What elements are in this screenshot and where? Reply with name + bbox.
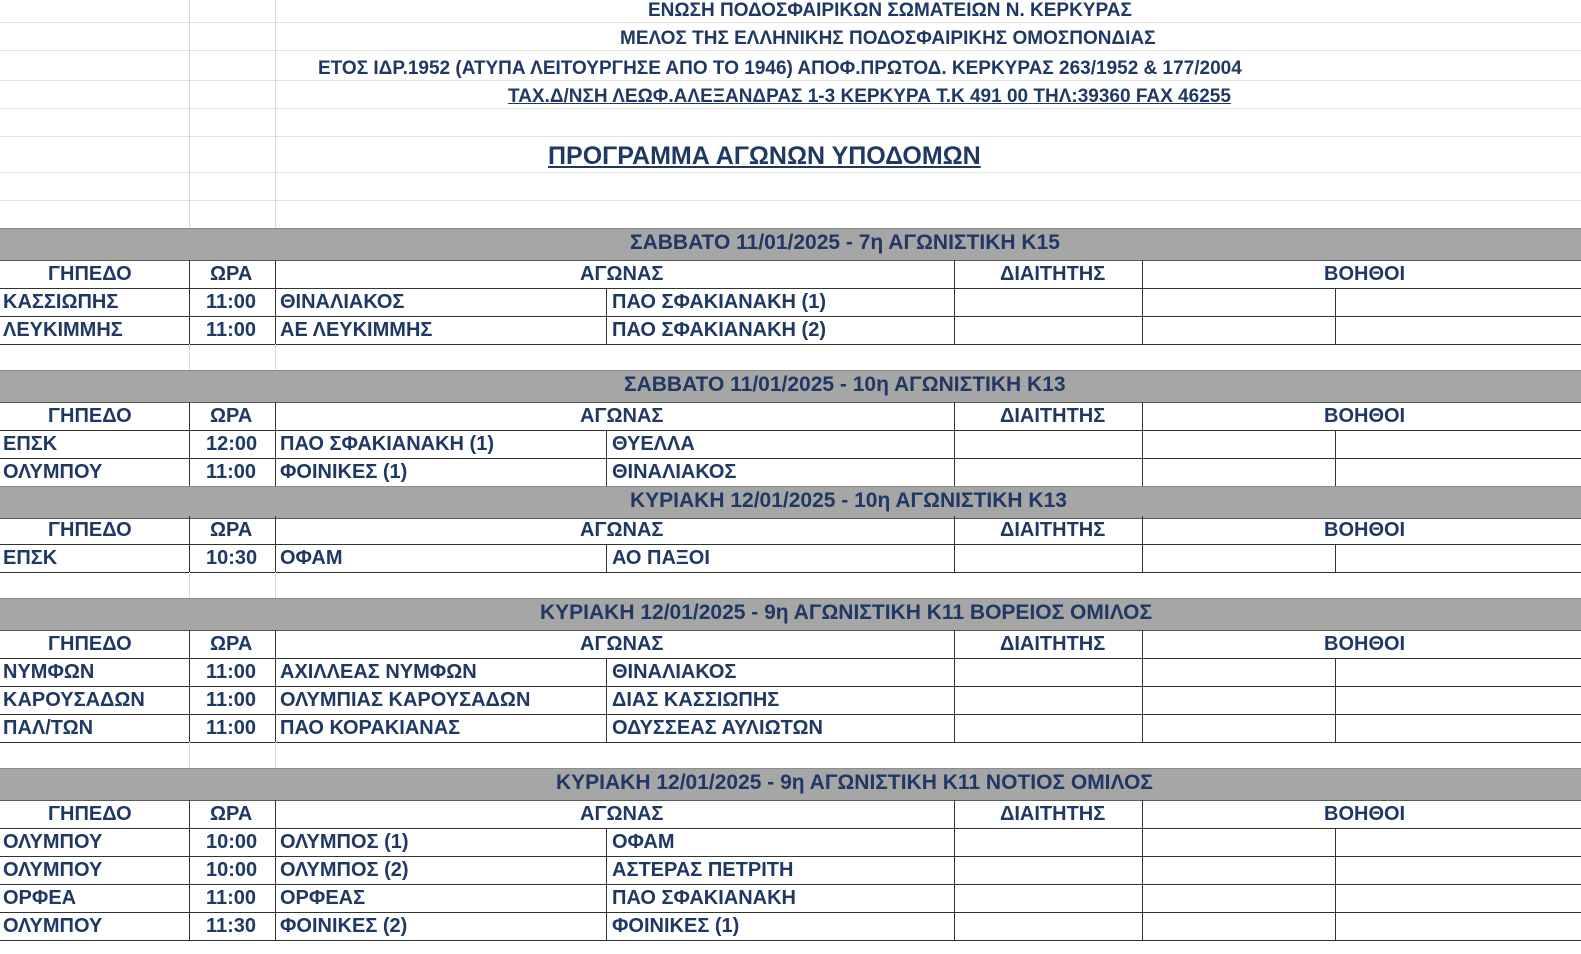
table-border <box>189 800 190 940</box>
table-border <box>189 260 190 344</box>
table-border <box>189 402 190 486</box>
section-title: ΚΥΡΙΑΚΗ 12/01/2025 - 9η ΑΓΩΝΙΣΤΙΚΗ Κ11 ΝΟΤΙΟΣ ΟΜΙΛΟΣ <box>556 771 1153 794</box>
cell-time: 10:30 <box>206 547 258 569</box>
section-title: ΣΑΒΒΑΤΟ 11/01/2025 - 10η ΑΓΩΝΙΣΤΙΚΗ Κ13 <box>624 373 1066 396</box>
cell-away-team: ΠΑΟ ΣΦΑΚΙΑΝΑΚΗ (2) <box>612 319 827 341</box>
table-row <box>0 714 1581 743</box>
column-header-row <box>0 516 1581 545</box>
section-banner <box>0 228 1581 261</box>
cell-away-team: ΘΙΝΑΛΙΑΚΟΣ <box>612 661 737 683</box>
table-row <box>0 658 1581 687</box>
gridline <box>0 50 1581 51</box>
cell-time: 11:30 <box>206 915 257 937</box>
cell-time: 11:00 <box>206 689 257 711</box>
cell-home-team: ΟΛΥΜΠΟΣ (1) <box>280 831 409 853</box>
header-field: ΓΗΠΕΔΟ <box>48 263 132 285</box>
header-assistants: ΒΟΗΘΟΙ <box>1324 633 1406 655</box>
cell-time: 12:00 <box>206 433 258 455</box>
founding-info: ΕΤΟΣ ΙΔΡ.1952 (ΑΤΥΠΑ ΛΕΙΤΟΥΡΓΗΣΕ ΑΠΟ ΤΟ 1946) ΑΠΟΦ.ΠΡΩΤΟΔ. ΚΕΡΚΥΡΑΣ 263/1952 & 177/2004 <box>318 58 1242 79</box>
table-border <box>1142 402 1143 486</box>
header-time: ΩΡΑ <box>210 405 253 427</box>
header-assistants: ΒΟΗΘΟΙ <box>1324 803 1406 825</box>
cell-away-team: ΦΟΙΝΙΚΕΣ (1) <box>612 915 740 937</box>
table-border <box>606 430 607 486</box>
table-row <box>0 884 1581 913</box>
cell-home-team: ΦΟΙΝΙΚΕΣ (2) <box>280 915 408 937</box>
cell-home-team: ΟΡΦΕΑΣ <box>280 887 366 909</box>
cell-away-team: ΟΦΑΜ <box>612 831 675 853</box>
cell-home-team: ΟΛΥΜΠΟΣ (2) <box>280 859 409 881</box>
table-border <box>189 630 190 742</box>
table-border <box>1142 630 1143 742</box>
cell-time: 11:00 <box>206 661 257 683</box>
header-field: ΓΗΠΕΔΟ <box>48 633 132 655</box>
cell-home-team: ΠΑΟ ΚΟΡΑΚΙΑΝΑΣ <box>280 717 461 739</box>
table-border <box>1142 260 1143 344</box>
column-header-row <box>0 630 1581 659</box>
section-banner <box>0 768 1581 801</box>
table-border <box>1335 430 1336 486</box>
table-row <box>0 316 1581 345</box>
cell-field: ΕΠΣΚ <box>3 547 58 569</box>
table-border <box>1335 544 1336 572</box>
header-time: ΩΡΑ <box>210 519 253 541</box>
cell-away-team: ΠΑΟ ΣΦΑΚΙΑΝΑΚΗ <box>612 887 797 909</box>
header-time: ΩΡΑ <box>210 633 253 655</box>
table-border <box>1335 288 1336 344</box>
gridline <box>0 200 1581 201</box>
cell-away-team: ΑΟ ΠΑΞΟΙ <box>612 547 710 569</box>
page-title: ΠΡΟΓΡΑΜΜΑ ΑΓΩΝΩΝ ΥΠΟΔΟΜΩΝ <box>548 142 981 170</box>
table-row <box>0 458 1581 487</box>
table-border <box>275 260 276 344</box>
column-header-row <box>0 260 1581 289</box>
column-header-row <box>0 800 1581 829</box>
table-border <box>1335 828 1336 940</box>
table-border <box>275 402 276 486</box>
cell-field: ΟΡΦΕΑ <box>3 887 77 909</box>
cell-time: 10:00 <box>206 859 258 881</box>
cell-away-team: ΑΣΤΕΡΑΣ ΠΕΤΡΙΤΗ <box>612 859 794 881</box>
gridline <box>275 0 276 228</box>
cell-home-team: ΟΛΥΜΠΙΑΣ ΚΑΡΟΥΣΑΔΩΝ <box>280 689 531 711</box>
header-field: ΓΗΠΕΔΟ <box>48 405 132 427</box>
cell-away-team: ΘΥΕΛΛΑ <box>612 433 695 455</box>
cell-time: 11:00 <box>206 887 257 909</box>
gridline <box>0 108 1581 109</box>
header-referee: ΔΙΑΙΤΗΤΗΣ <box>1000 519 1106 541</box>
cell-time: 11:00 <box>206 291 257 313</box>
header-match: ΑΓΩΝΑΣ <box>580 803 664 825</box>
table-border <box>954 630 955 742</box>
table-border <box>275 800 276 940</box>
header-match: ΑΓΩΝΑΣ <box>580 519 664 541</box>
table-border <box>1335 658 1336 742</box>
table-border <box>606 544 607 572</box>
table-row <box>0 856 1581 885</box>
section-banner <box>0 598 1581 631</box>
header-field: ΓΗΠΕΔΟ <box>48 803 132 825</box>
section-title: ΣΑΒΒΑΤΟ 11/01/2025 - 7η ΑΓΩΝΙΣΤΙΚΗ Κ15 <box>630 231 1060 254</box>
header-assistants: ΒΟΗΘΟΙ <box>1324 263 1406 285</box>
table-border <box>1142 800 1143 940</box>
table-border <box>954 260 955 344</box>
federation-membership: ΜΕΛΟΣ ΤΗΣ ΕΛΛΗΝΙΚΗΣ ΠΟΔΟΣΦΑΙΡΙΚΗΣ ΟΜΟΣΠΟΝΔΙΑΣ <box>620 28 1156 49</box>
header-time: ΩΡΑ <box>210 263 253 285</box>
header-assistants: ΒΟΗΘΟΙ <box>1324 519 1406 541</box>
header-time: ΩΡΑ <box>210 803 253 825</box>
gridline <box>0 172 1581 173</box>
cell-time: 11:00 <box>206 461 257 483</box>
cell-field: ΕΠΣΚ <box>3 433 58 455</box>
cell-field: ΟΛΥΜΠΟΥ <box>3 915 103 937</box>
cell-field: ΟΛΥΜΠΟΥ <box>3 859 103 881</box>
table-border <box>189 516 190 572</box>
table-row <box>0 828 1581 857</box>
header-match: ΑΓΩΝΑΣ <box>580 405 664 427</box>
cell-field: ΟΛΥΜΠΟΥ <box>3 461 103 483</box>
section-banner <box>0 486 1581 519</box>
table-row <box>0 288 1581 317</box>
header-match: ΑΓΩΝΑΣ <box>580 263 664 285</box>
section-banner <box>0 370 1581 403</box>
header-referee: ΔΙΑΙΤΗΤΗΣ <box>1000 263 1106 285</box>
cell-home-team: ΑΧΙΛΛΕΑΣ ΝΥΜΦΩΝ <box>280 661 477 683</box>
header-field: ΓΗΠΕΔΟ <box>48 519 132 541</box>
cell-home-team: ΠΑΟ ΣΦΑΚΙΑΝΑΚΗ (1) <box>280 433 495 455</box>
gridline <box>0 80 1581 81</box>
gridline <box>189 344 190 370</box>
cell-home-team: ΦΟΙΝΙΚΕΣ (1) <box>280 461 408 483</box>
cell-away-team: ΔΙΑΣ ΚΑΣΣΙΩΠΗΣ <box>612 689 780 711</box>
table-border <box>275 516 276 572</box>
cell-away-team: ΟΔΥΣΣΕΑΣ ΑΥΛΙΩΤΩΝ <box>612 717 823 739</box>
cell-home-team: ΑΕ ΛΕΥΚΙΜΜΗΣ <box>280 319 433 341</box>
gridline <box>0 22 1581 23</box>
cell-field: ΟΛΥΜΠΟΥ <box>3 831 103 853</box>
cell-time: 11:00 <box>206 319 257 341</box>
header-referee: ΔΙΑΙΤΗΤΗΣ <box>1000 633 1106 655</box>
table-border <box>954 516 955 572</box>
cell-field: ΠΑΛ/ΤΩΝ <box>3 717 94 739</box>
gridline <box>275 344 276 370</box>
header-referee: ΔΙΑΙΤΗΤΗΣ <box>1000 405 1106 427</box>
column-header-row <box>0 402 1581 431</box>
gridline <box>275 742 276 768</box>
association-name: ΕΝΩΣΗ ΠΟΔΟΣΦΑΙΡΙΚΩΝ ΣΩΜΑΤΕΙΩΝ Ν. ΚΕΡΚΥΡΑΣ <box>648 0 1132 21</box>
gridline <box>189 742 190 768</box>
table-row <box>0 544 1581 573</box>
header-assistants: ΒΟΗΘΟΙ <box>1324 405 1406 427</box>
cell-field: ΝΥΜΦΩΝ <box>3 661 95 683</box>
table-row <box>0 430 1581 459</box>
table-row <box>0 912 1581 941</box>
section-title: ΚΥΡΙΑΚΗ 12/01/2025 - 10η ΑΓΩΝΙΣΤΙΚΗ Κ13 <box>630 489 1067 512</box>
gridline <box>189 572 190 598</box>
table-border <box>606 828 607 940</box>
cell-field: ΚΑΣΣΙΩΠΗΣ <box>3 291 119 313</box>
gridline <box>0 136 1581 137</box>
gridline <box>275 572 276 598</box>
header-referee: ΔΙΑΙΤΗΤΗΣ <box>1000 803 1106 825</box>
cell-home-team: ΟΦΑΜ <box>280 547 343 569</box>
cell-field: ΛΕΥΚΙΜΜΗΣ <box>3 319 123 341</box>
section-title: ΚΥΡΙΑΚΗ 12/01/2025 - 9η ΑΓΩΝΙΣΤΙΚΗ Κ11 ΒΟΡΕΙΟΣ ΟΜΙΛΟΣ <box>540 601 1153 624</box>
gridline <box>189 0 190 228</box>
header-match: ΑΓΩΝΑΣ <box>580 633 664 655</box>
table-border <box>275 630 276 742</box>
table-border <box>1142 516 1143 572</box>
cell-home-team: ΘΙΝΑΛΙΑΚΟΣ <box>280 291 405 313</box>
cell-away-team: ΠΑΟ ΣΦΑΚΙΑΝΑΚΗ (1) <box>612 291 827 313</box>
table-row <box>0 686 1581 715</box>
table-border <box>606 288 607 344</box>
cell-away-team: ΘΙΝΑΛΙΑΚΟΣ <box>612 461 737 483</box>
cell-field: ΚΑΡΟΥΣΑΔΩΝ <box>3 689 145 711</box>
table-border <box>954 402 955 486</box>
table-border <box>606 658 607 742</box>
contact-address: ΤΑΧ.Δ/ΝΣΗ ΛΕΩΦ.ΑΛΕΞΑΝΔΡΑΣ 1-3 ΚΕΡΚΥΡΑ Τ.Κ 491 00 ΤΗΛ:39360 FAX 46255 <box>508 86 1231 107</box>
cell-time: 10:00 <box>206 831 258 853</box>
cell-time: 11:00 <box>206 717 257 739</box>
table-border <box>954 800 955 940</box>
